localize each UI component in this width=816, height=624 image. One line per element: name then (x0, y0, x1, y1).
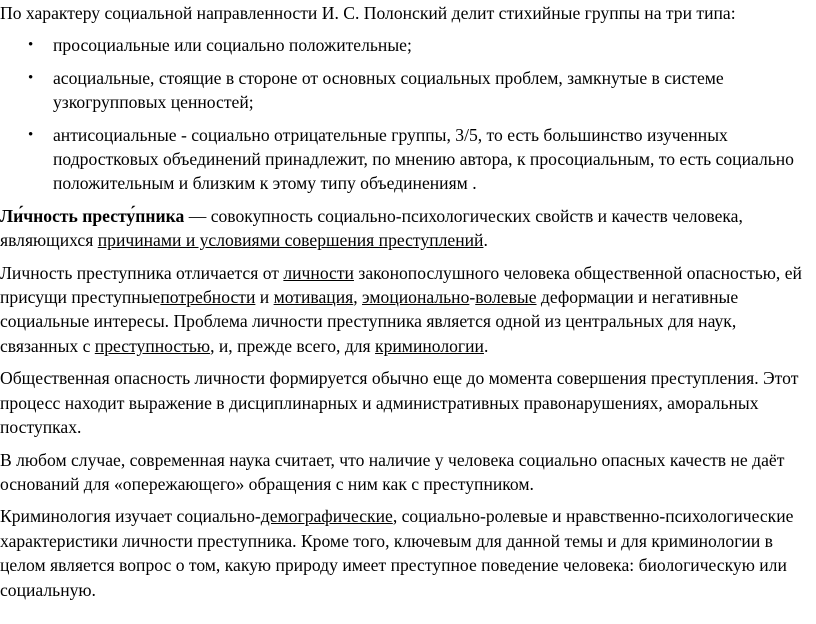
modern-science-paragraph: В любом случае, современная наука считает, что наличие у человека социально опасных качеств не даёт оснований для «опережающего» обращения с ним как с преступником. (0, 449, 785, 494)
link-lichnosti[interactable]: личности (283, 262, 354, 283)
link-kriminologii[interactable]: криминологии (375, 335, 484, 356)
text-segment: Личность преступника отличается от (0, 262, 284, 283)
text-segment: , (353, 287, 363, 308)
link-causes-and-conditions[interactable]: причинами и условиями совершения преступлений (97, 230, 484, 251)
definition-term: Ли́чность престу́пника (0, 205, 185, 226)
link-prestupnostyu[interactable]: преступностью (94, 335, 211, 356)
list-item-text: асоциальные, стоящие в стороне от основных социальных проблем, замкнутые в системе узкогрупповых ценностей; (53, 67, 724, 113)
personality-paragraph (0, 261, 814, 359)
intro-paragraph: По характеру социальной направленности И. С. Полонский делит стихийные группы на три типа: (0, 3, 736, 23)
text-segment: и (255, 287, 274, 308)
public-danger-paragraph: Общественная опасность личности формируется обычно еще до момента совершения преступления. Этот процесс находит выражение в дисциплинарных и административных правонарушениях, аморальных поступках. (0, 368, 799, 438)
definition-paragraph (0, 204, 814, 253)
link-demograficheskie[interactable]: демографические (260, 506, 393, 527)
link-potrebnosti[interactable]: потребности (160, 287, 256, 308)
text-segment: законопослушного человека общественной опасностью, ей присущи преступные (0, 262, 802, 308)
text-segment: , социально-ролевые и нравственно-психологические характеристики личности преступника. Кроме того, ключевым для данной темы и для криминологии в целом является вопрос о том, какую природу имеет преступное поведение человека: биологическую или социальную. (0, 506, 794, 600)
criminology-paragraph (0, 504, 814, 602)
text-segment: деформации и негативные социальные интересы. Проблема личности преступника является одной из центральных для наук, связанных с (0, 287, 739, 356)
bullet-icon: • (28, 69, 34, 86)
definition-end: . (483, 230, 488, 251)
list-item-text: просоциальные или социально положительные; (53, 35, 412, 56)
bullet-icon: • (28, 126, 34, 143)
list-item (0, 66, 814, 115)
text-segment: Криминология изучает социально- (0, 506, 261, 527)
text-segment: , и, прежде всего, для (210, 335, 376, 356)
text-segment: - (469, 287, 476, 308)
group-types-list (0, 33, 814, 195)
list-item (0, 33, 814, 57)
link-volevye[interactable]: волевые (475, 287, 537, 308)
link-emotsionalno[interactable]: эмоционально (362, 287, 470, 308)
bullet-icon: • (28, 37, 34, 54)
list-item-text: антисоциальные - социально отрицательные группы, 3/5, то есть большинство изученных подростковых объединений принадлежит, по мнению автора, к просоциальным, то есть социально положительным и близким к этому типу объединениям . (53, 124, 794, 194)
definition-text: — совокупность социально-психологических свойств и качеств человека, являющихся (0, 205, 743, 251)
list-item (0, 123, 814, 196)
link-motivatsiya[interactable]: мотивация (273, 287, 354, 308)
text-segment: . (483, 335, 489, 356)
